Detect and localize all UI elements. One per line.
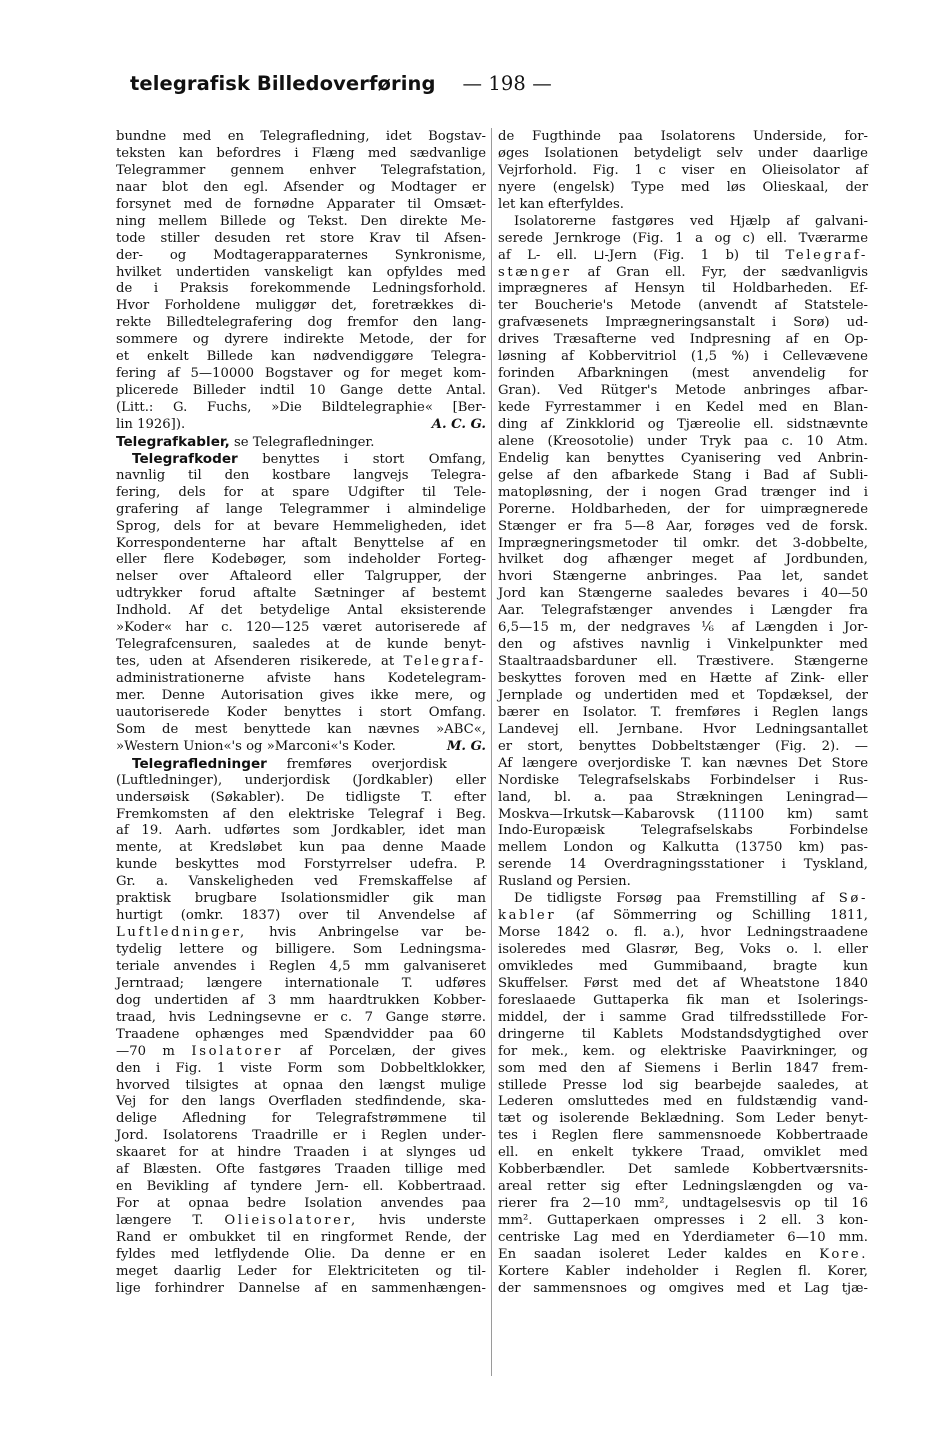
text-line-content: Hvor Forholdene muliggør det, foretrækkes di- [116,298,486,314]
text-line [498,231,868,248]
running-header [130,72,550,95]
text-line-content: Som de mest benyttede kan nævnes »ABC«, [116,721,486,737]
text-line [116,976,486,993]
text-line-content: hvorved tilsigtes at opnaa den længst mulige [116,1077,486,1093]
text-line [498,1247,868,1264]
text-line-content: 6,5—15 m, der nedgraves ⅙ af Længden i Jor- [498,620,868,636]
text-line [116,1145,486,1162]
text-line [116,417,486,434]
text-line [498,925,868,942]
text-line-content: for mek., kem. og elektriske Paavirkninger, og [498,1043,868,1059]
text-line [116,231,486,248]
text-line [498,265,868,282]
text-line [498,722,868,739]
text-line-content: (Litt.: G. Fuchs, »Die Bildtelegraphie« [Ber- [116,400,486,415]
text-line-content: kede Fyrrestammer i en Kedel med en Blan- [498,400,868,415]
text-line [498,315,868,332]
text-line [116,620,486,637]
text-line-content: naar blot den egl. Afsender og Modtager er [116,179,486,195]
text-line-content: Indhold. Af det betydelige Antal eksisterende [116,603,486,619]
text-line [116,536,486,553]
text-line [498,739,868,756]
text-line-content: teriale anvendes i Reglen 4,5 mm galvaniseret [116,958,486,974]
text-line [498,705,868,722]
text-line [116,383,486,400]
text-line-content: fering af 5—10000 Bogstaver og for meget kom- [116,366,486,382]
text-line-content: Gr. a. Vanskeligheden ved Fremskaffelse af [116,874,486,890]
text-line-content: Telegrafcensuren, saaledes at de kunde benyt- [116,637,486,653]
text-line [116,739,486,756]
text-line-content: tes i Reglen flere sammensnoede Kobbertraade [498,1128,868,1144]
text-line-content: Skuffelser. Først med det af Wheatstone 1840 [498,975,868,991]
column-divider [491,128,492,1376]
text-line [116,366,486,383]
text-line-content: et enkelt Billede kan nødvendiggøre Telegra- [116,349,486,365]
text-line [498,1044,868,1061]
text-line-content: beskyttes foroven med en Hætte af Zink- eller [498,671,868,686]
text-line [116,1196,486,1213]
right-column [498,129,868,1298]
text-line-content: løsning af Kobbervitriol (1,5 %) i Cellevævene [498,349,868,365]
text-line-content: Korrespondenterne har aftalt Benyttelse af en [116,535,486,551]
text-line [116,1264,486,1281]
header-title: telegrafisk Billedoverføring [130,72,436,95]
text-line-content: øges Isolationen betydeligt selv under daarlige [498,145,868,161]
text-line-content: Jernplade og undertiden med et Topdæksel, der [498,687,868,703]
text-line-content: som med den af Siemens i Berlin 1847 frem- [498,1060,868,1076]
text-line [498,857,868,874]
text-line-content: fyldes med letflydende Olie. Da denne er en [116,1246,486,1262]
text-line [498,485,868,502]
text-line [116,925,486,942]
text-line [498,248,868,265]
text-line [498,298,868,315]
text-line [498,129,868,146]
text-line [116,823,486,840]
text-line [116,1027,486,1044]
text-line [116,1010,486,1027]
text-line-content: grafering af lange Telegrammer i almindelige [116,501,486,517]
text-line [116,281,486,298]
text-line [116,891,486,908]
text-line [116,1213,486,1230]
text-line-content: Rusland og Persien. [498,874,631,890]
text-line [116,722,486,739]
text-line-content: grafvæsenets Imprægneringsanstalt i Sorø) ud- [498,315,868,331]
text-line-content: tes, uden at Afsenderen risikerede, at Telegraf- [116,654,486,670]
text-line [116,434,486,451]
text-line-content: matopløsning, der i nogen Grad trænger ind i [498,484,868,500]
text-line [116,1111,486,1128]
text-line-content: (Luftledninger), underjordisk (Jordkabler) eller [116,772,486,788]
text-line [498,1179,868,1196]
text-line [498,688,868,705]
text-line-content: Lederen omsluttedes med en fuldstændig vand- [498,1094,868,1110]
text-line-content: der- og Modtagerapparaternes Synkronisme, [116,247,486,263]
text-line [116,552,486,569]
text-line [498,620,868,637]
text-line-content: udtrykker forud aftalte Sætninger af bestemt [116,586,486,602]
text-line-content: Telegrafkoder benyttes i stort Omfang, [132,450,486,467]
text-line-content: Aar. Telegrafstænger anvendes i Længder fra [498,603,868,619]
text-line-content: sommere og dyrere indirekte Metode, der for [116,332,486,348]
text-line-content: drives Træsafterne ved Indpresning af en Op- [498,332,868,348]
text-line [116,807,486,824]
text-line [498,1281,868,1298]
text-line-content: plicerede Billeder indtil 10 Gange dette Antal. [116,383,486,399]
text-line [116,654,486,671]
text-line-content: de Fugthinde paa Isolatorens Underside, for- [498,129,868,144]
text-line [498,891,868,908]
author-signature: M. G. [446,738,486,754]
text-line [498,519,868,536]
text-line [498,332,868,349]
text-line-content: foreslaaede Guttaperka fik man et Isolerings- [498,992,868,1008]
text-line-content: af L- ell. ⊔-Jern (Fig. 1 b) til Telegraf- [498,247,868,263]
text-line [116,1230,486,1247]
text-line [498,790,868,807]
text-line [498,502,868,519]
text-line-content: Imprægneringsmetoder til omkr. det 3-dobbelte, [498,535,868,551]
text-line-content: Telegrammer gennem enhver Telegrafstation, [116,162,486,178]
text-line [116,248,486,265]
text-line-content: hvilket undertiden vanskeligt kan opfyldes med [116,264,486,280]
text-line-content: forsynet med de fornødne Apparater til Omsæt- [116,196,486,212]
text-line-content: Staaltraadsbarduner ell. Træstivere. Stængerne [498,654,868,670]
text-line [498,146,868,163]
text-line-content: navnlig til den kostbare langvejs Telegra- [116,467,486,483]
text-line [116,603,486,620]
text-line [116,993,486,1010]
text-line-content: den i Fig. 1 viste Form som Dobbeltklokker, [116,1060,486,1076]
text-line-content: middel, der i samme Grad tilfredsstillede For- [498,1009,868,1025]
text-line-content: eller flere Kodebøger, som indeholder Forteg- [116,552,486,568]
text-line-content: rierer fra 2—10 mm², undtagelsesvis op til 16 [498,1196,868,1212]
text-line [116,265,486,282]
text-line [498,993,868,1010]
text-line [498,603,868,620]
text-line [116,773,486,790]
text-line-content: fering, dels for at spare Udgifter til Tele- [116,484,486,500]
text-line-content: For at opnaa bedre Isolation anvendes paa [116,1196,486,1212]
text-line-content: »Western Union«'s og »Marconi«'s Koder. [116,738,396,754]
text-line-content: delige Afledning for Telegrafstrømmene til [116,1111,486,1127]
text-line-content: Morse 1842 o. fl. a.), hvor Ledningstraadene [498,925,868,941]
text-line-content: areal retter sig efter Ledningslængden og va- [498,1179,868,1195]
text-line [498,468,868,485]
text-line [498,349,868,366]
text-line-content: Moskva—Irkutsk—Kabarovsk (11100 km) samt [498,806,868,822]
text-line [498,823,868,840]
text-line [498,942,868,959]
text-line-content: nelser over Aftaleord eller Talgrupper, der [116,569,486,585]
text-line [498,654,868,671]
text-line-content: Gran). Ved Rütger's Metode anbringes afbar- [498,383,868,399]
text-line [498,1264,868,1281]
text-line-content: traad, hvis Ledningsevne er c. 7 Gange større. [116,1009,486,1025]
text-line-content: bærer en Isolator. T. fremføres i Reglen langs [498,704,868,720]
text-line [498,1162,868,1179]
text-line [116,1247,486,1264]
text-line-content: omvikledes med Gummibaand, bragte kun [498,958,868,974]
text-line [498,214,868,231]
text-line [498,773,868,790]
text-line [116,857,486,874]
text-line [498,1094,868,1111]
text-line-content: isoleredes med Glasrør, Beg, Voks o. l. eller [498,942,868,957]
text-line [498,586,868,603]
text-line-content: —70 m Isolatorer af Porcelæn, der gives [116,1043,486,1059]
text-line [498,1196,868,1213]
text-line-content: dog undertiden af 3 mm haardtrukken Kobber- [116,992,486,1008]
text-line-content: teksten kan befordres i Flæng med sædvanlige [116,145,486,161]
text-line-content: Nordiske Telegrafselskabs Forbindelser i Rus- [498,772,868,788]
text-line [498,451,868,468]
text-line-content: hvilket dog afhænger meget af Jordbunden, [498,552,868,568]
text-line-content: Rand er ombukket til en ringformet Rende, der [116,1229,486,1245]
text-line [116,349,486,366]
text-line [116,146,486,163]
text-line-content: skaaret for at hindre Traaden i at slynges ud [116,1145,486,1161]
text-line-content: serede Jernkroge (Fig. 1 a og c) ell. Tværarme [498,230,868,246]
text-line [498,807,868,824]
text-line-content: tode stiller desuden ret store Krav til Afsen- [116,230,486,246]
text-line-content: mm². Guttaperkaen ompresses i 2 ell. 3 kon- [498,1213,868,1228]
text-line-content: Endelig kan benyttes Cyanisering ved Anbrin- [498,450,868,466]
text-line [116,908,486,925]
text-line [116,163,486,180]
text-line-content: uautoriserede Koder benyttes i stort Omfang. [116,704,486,720]
text-line-content: hvori Stængerne anbringes. Paa let, sandet [498,569,868,585]
text-line-content: rekte Billedtelegrafering dog fremfor den lang- [116,315,486,331]
text-line-content: Jerntraad; længere internationale T. udføres [116,975,486,991]
author-signature: A. C. G. [431,416,486,432]
text-line-content: tydelig lettere og billigere. Som Ledningsma- [116,942,486,957]
text-line [498,874,868,891]
text-line [116,197,486,214]
text-line-content: der sammensnoes og omgives med et Lag tjæ- [498,1280,868,1296]
text-line [116,214,486,231]
text-line-content: kabler (af Sömmerring og Schilling 1811, [498,908,868,924]
text-line [498,383,868,400]
text-line [116,129,486,146]
text-line [498,976,868,993]
text-line-content: mellem London og Kalkutta (13750 km) pas- [498,840,868,856]
text-line-content: Landevej ell. Jernbane. Hvor Ledningsantallet [498,721,868,737]
text-line [498,840,868,857]
text-line [116,315,486,332]
text-line [116,400,486,417]
text-line-content: land, bl. a. paa Strækningen Leningrad— [498,789,868,805]
text-line [116,671,486,688]
text-line-content: tæt og isolerende Beklædning. Som Leder benyt- [498,1111,868,1127]
text-line [116,586,486,603]
text-line-content: let kan efterfyldes. [498,196,624,212]
text-line [498,1230,868,1247]
text-line [116,519,486,536]
text-line [116,1078,486,1095]
text-line-content: forinden Afbarkningen (mest anvendelig for [498,366,868,382]
text-line [498,1145,868,1162]
text-line [498,1213,868,1230]
text-line [498,400,868,417]
text-line [116,485,486,502]
text-line [116,1128,486,1145]
left-column [116,129,486,1298]
text-line-content: mer. Denne Autorisation gives ikke mere, og [116,687,486,703]
text-line [498,434,868,451]
text-line [116,637,486,654]
text-line-content: mente, at Kredsløbet kun paa denne Maade [116,840,486,856]
text-line-content: af 19. Aarh. udførtes som Jordkabler, idet man [116,823,486,839]
text-line-content: alene (Kreosotolie) under Tryk paa c. 10 Atm. [498,433,868,449]
text-line [116,1179,486,1196]
text-line-content: lige forhindrer Dannelse af en sammenhængen- [116,1280,486,1296]
text-line-content: ter Boucherie's Metode (anvendt af Statstele- [498,298,868,314]
text-line-content: en Bevikling af tyndere Jern- ell. Kobbertraad. [116,1179,486,1195]
text-line-content: En saadan isoleret Leder kaldes en Kore. [498,1246,868,1262]
text-line [498,1111,868,1128]
text-line-content: hurtigt (omkr. 1837) over til Anvendelse af [116,908,486,924]
text-line-content: undersøisk (Søkabler). De tidligste T. efter [116,789,486,805]
page-number: — 198 — [462,72,552,95]
text-line-content: Kortere Kabler indeholder i Reglen fl. Korer, [498,1263,868,1279]
text-line-content: gelse af den afbarkede Stang i Bad af Subli- [498,467,868,483]
text-line-content: Stænger er fra 5—8 Aar, forøges ved de forsk. [498,518,868,534]
text-line [498,417,868,434]
text-line [116,468,486,485]
text-line [498,180,868,197]
text-line [116,451,486,468]
text-line-content: den og afstives navnlig i Vinkelpunkter med [498,637,868,653]
text-line-content: Kobberbændler. Det samlede Kobbertværsnits- [498,1162,868,1178]
text-line-content: Porerne. Holdbarheden, der for uimprægnerede [498,501,868,517]
text-line [498,1061,868,1078]
text-line [498,552,868,569]
text-line-content: Vej for den langs Overfladen stedfindende, ska- [116,1094,486,1110]
text-line [116,1044,486,1061]
text-line-content: De tidligste Forsøg paa Fremstilling af Sø- [514,891,868,907]
text-line-content: Indo-Europæisk Telegrafselskabs Forbindelse [498,823,868,839]
text-line [498,959,868,976]
text-line [498,569,868,586]
text-line [116,1061,486,1078]
text-line-content: »Koder« har c. 120—125 været autoriserede af [116,620,486,636]
text-line [116,705,486,722]
text-line-content: serende 14 Overdragningsstationer i Tyskland, [498,857,868,873]
text-line [498,1128,868,1145]
text-line-content: kunde beskyttes mod Forstyrrelser udefra. P. [116,857,486,873]
text-line-content: Traadene ophænges med Spændvidder paa 60 [116,1026,486,1042]
text-line-content: Af længere overjordiske T. kan nævnes Det Store [498,755,868,771]
text-line [498,281,868,298]
text-line [116,569,486,586]
text-line [498,366,868,383]
text-line [498,1027,868,1044]
text-line-content: stænger af Gran ell. Fyr, der sædvanligvis [498,264,868,280]
text-line-content: centriske Lag med en Yderdiameter 6—10 mm. [498,1229,868,1245]
text-line-content: Telegrafkabler, se Telegrafledninger. [116,433,375,450]
text-line-content: bundne med en Telegrafledning, idet Bogstav- [116,129,486,144]
text-line [116,840,486,857]
text-line [116,942,486,959]
text-line-content: er stort, benyttes Dobbeltstænger (Fig. 2). — [498,738,868,754]
text-line-content: Jord kan Stængerne saaledes bevares i 40—50 [498,586,868,602]
text-line [116,688,486,705]
text-line-content: Vejrforhold. Fig. 1 c viser en Olieisolator af [498,162,868,178]
text-line [116,180,486,197]
text-line-content: Jord. Isolatorens Traadrille er i Reglen under- [116,1128,486,1144]
text-line [498,1010,868,1027]
text-line-content: Fremkomsten af den elektriske Telegraf i Beg. [116,806,486,822]
text-line [498,163,868,180]
text-line [116,790,486,807]
text-line-content: Luftledninger, hvis Anbringelse var be- [116,925,486,941]
text-line [116,959,486,976]
text-line [116,874,486,891]
text-line [498,671,868,688]
text-line-content: ning mellem Billede og Tekst. Den direkte Me- [116,213,486,229]
text-line [116,332,486,349]
text-line-content: praktisk brugbare Isolationsmidler gik man [116,891,486,907]
text-line [116,298,486,315]
text-line-content: ell. en enkelt tykkere Traad, omviklet med [498,1145,868,1161]
text-line-content: Isolatorerne fastgøres ved Hjælp af galvani- [514,213,868,229]
text-line-content: af Blæsten. Ofte fastgøres Traaden tillige med [116,1162,486,1178]
text-line [498,637,868,654]
text-line-content: administrationerne afviste hans Kodetelegram- [116,671,486,686]
text-line-content: imprægneres af Hensyn til Holdbarheden. Ef- [498,281,868,297]
text-line-content: meget daarlig Leder for Elektriciteten og til- [116,1263,486,1279]
text-line [498,536,868,553]
text-line [498,1078,868,1095]
text-line-content: ding af Zinkklorid og Tjæreolie ell. sidstnævnte [498,416,868,432]
text-line [116,756,486,773]
text-line [116,1094,486,1111]
text-line-content: Sprog, dels for at bevare Hemmeligheden, idet [116,518,486,534]
text-line [498,756,868,773]
text-line [498,197,868,214]
text-line-content: stillede Presse lod sig bearbejde saaledes, at [498,1077,868,1093]
text-line [116,1281,486,1298]
text-line-content: nyere (engelsk) Type med løs Olieskaal, der [498,179,868,195]
text-line-content: Telegrafledninger fremføres overjordisk [132,755,447,772]
text-line [116,502,486,519]
text-line-content: længere T. Olieisolatorer, hvis underste [116,1213,486,1228]
text-line [498,908,868,925]
text-line-content: dringerne til Kablets Modstandsdygtighed over [498,1026,868,1042]
text-line-content: lin 1926]). [116,416,186,432]
text-line-content: de i Praksis forekommende Ledningsforhold. [116,281,486,297]
text-line [116,1162,486,1179]
